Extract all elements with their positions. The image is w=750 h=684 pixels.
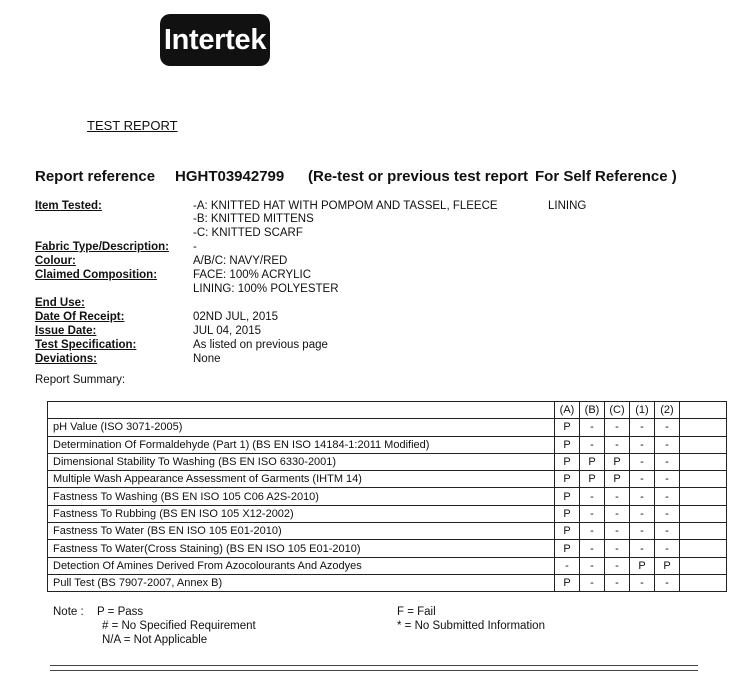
table-row — [48, 523, 727, 540]
empty-cell — [680, 557, 727, 574]
issue-date-label: Issue Date: — [35, 325, 97, 337]
test-name: Pull Test (BS 7907-2007, Annex B) — [48, 574, 555, 591]
result-b: - — [580, 436, 605, 453]
empty-cell — [680, 436, 727, 453]
result-2: - — [655, 505, 680, 522]
table-row — [48, 453, 727, 470]
result-b: - — [580, 557, 605, 574]
report-reference-label: Report reference — [35, 168, 156, 185]
empty-cell — [680, 453, 727, 470]
empty-cell — [680, 523, 727, 540]
item-tested-label: Item Tested: — [35, 200, 102, 212]
note-pass: P = Pass — [97, 606, 144, 618]
test-name: Determination Of Formaldehyde (Part 1) (BS EN ISO 14184-1:2011 Modified) — [48, 436, 555, 453]
result-a: P — [555, 505, 580, 522]
table-row — [48, 557, 727, 574]
table-row — [48, 574, 727, 591]
composition-lining: LINING: 100% POLYESTER — [193, 283, 339, 295]
table-row — [48, 419, 727, 436]
empty-cell — [680, 574, 727, 591]
table-row — [48, 488, 727, 505]
test-report-heading: TEST REPORT — [87, 118, 178, 133]
test-column-header — [48, 402, 555, 419]
table-row — [48, 436, 727, 453]
result-a: P — [555, 574, 580, 591]
test-name: Fastness To Washing (BS EN ISO 105 C06 A2S-2010) — [48, 488, 555, 505]
result-c: - — [605, 523, 630, 540]
retest-note: (Re-test or previous test report — [308, 168, 529, 185]
result-2: P — [655, 557, 680, 574]
test-name: Dimensional Stability To Washing (BS EN ISO 6330-2001) — [48, 453, 555, 470]
result-b: P — [580, 453, 605, 470]
note-fail: F = Fail — [397, 606, 436, 618]
colour-value: A/B/C: NAVY/RED — [193, 255, 288, 267]
date-of-receipt-value: 02ND JUL, 2015 — [193, 311, 279, 323]
result-2: - — [655, 453, 680, 470]
empty-cell — [680, 540, 727, 557]
result-2: - — [655, 436, 680, 453]
item-tested-line-a: -A: KNITTED HAT WITH POMPOM AND TASSEL, FLEECE — [193, 200, 498, 212]
note-no-requirement: # = No Specified Requirement — [102, 620, 256, 632]
test-name: Fastness To Rubbing (BS EN ISO 105 X12-2002) — [48, 505, 555, 522]
result-c: - — [605, 505, 630, 522]
table-row — [48, 471, 727, 488]
result-c: - — [605, 419, 630, 436]
report-reference-number: HGHT03942799 — [175, 168, 285, 185]
empty-cell — [680, 505, 727, 522]
result-c: - — [605, 574, 630, 591]
test-specification-label: Test Specification: — [35, 339, 137, 351]
empty-cell — [680, 471, 727, 488]
result-1: - — [630, 523, 655, 540]
end-use-label: End Use: — [35, 297, 85, 309]
footer-rule-top — [50, 665, 698, 666]
test-name: Fastness To Water(Cross Staining) (BS EN ISO 105 E01-2010) — [48, 540, 555, 557]
item-tested-line-c: -C: KNITTED SCARF — [193, 227, 303, 239]
composition-face: FACE: 100% ACRYLIC — [193, 269, 312, 281]
column-header-a: (A) — [555, 402, 580, 419]
result-2: - — [655, 540, 680, 557]
result-1: - — [630, 540, 655, 557]
result-a: P — [555, 540, 580, 557]
result-a: P — [555, 523, 580, 540]
date-of-receipt-label: Date Of Receipt: — [35, 311, 125, 323]
report-summary-label: Report Summary: — [35, 374, 126, 386]
column-header-2: (2) — [655, 402, 680, 419]
table-row — [48, 540, 727, 557]
test-name: Multiple Wash Appearance Assessment of Garments (IHTM 14) — [48, 471, 555, 488]
result-b: - — [580, 523, 605, 540]
claimed-composition-label: Claimed Composition: — [35, 269, 158, 281]
result-1: P — [630, 557, 655, 574]
result-1: - — [630, 471, 655, 488]
result-1: - — [630, 574, 655, 591]
column-header-c: (C) — [605, 402, 630, 419]
footer-rule-bottom — [50, 670, 698, 671]
deviations-value: None — [193, 353, 221, 365]
table-row — [48, 505, 727, 522]
fabric-type-label: Fabric Type/Description: — [35, 241, 169, 253]
result-b: - — [580, 505, 605, 522]
result-2: - — [655, 523, 680, 540]
empty-cell — [680, 488, 727, 505]
note-not-applicable: N/A = Not Applicable — [102, 634, 208, 646]
colour-label: Colour: — [35, 255, 76, 267]
result-a: P — [555, 471, 580, 488]
issue-date-value: JUL 04, 2015 — [193, 325, 261, 337]
result-1: - — [630, 505, 655, 522]
test-name: Fastness To Water (BS EN ISO 105 E01-2010) — [48, 523, 555, 540]
result-b: P — [580, 471, 605, 488]
result-2: - — [655, 471, 680, 488]
result-b: - — [580, 419, 605, 436]
item-tested-line-b: -B: KNITTED MITTENS — [193, 213, 314, 225]
result-c: - — [605, 436, 630, 453]
self-reference-note: For Self Reference ) — [535, 168, 677, 185]
result-b: - — [580, 488, 605, 505]
intertek-logo: Intertek — [160, 14, 270, 66]
result-a: P — [555, 488, 580, 505]
empty-cell — [680, 419, 727, 436]
result-c: P — [605, 453, 630, 470]
result-a: P — [555, 436, 580, 453]
result-a: P — [555, 419, 580, 436]
result-2: - — [655, 488, 680, 505]
note-prefix: Note : — [53, 606, 84, 618]
fabric-type-value: - — [193, 241, 197, 253]
empty-column-header — [680, 402, 727, 419]
deviations-label: Deviations: — [35, 353, 97, 365]
result-1: - — [630, 453, 655, 470]
results-table — [47, 401, 727, 592]
test-specification-value: As listed on previous page — [193, 339, 328, 351]
result-c: - — [605, 540, 630, 557]
item-tested-line-a-extra: LINING — [548, 200, 587, 212]
result-2: - — [655, 419, 680, 436]
column-header-1: (1) — [630, 402, 655, 419]
test-name: pH Value (ISO 3071-2005) — [48, 419, 555, 436]
result-c: - — [605, 488, 630, 505]
result-2: - — [655, 574, 680, 591]
result-1: - — [630, 419, 655, 436]
result-b: - — [580, 574, 605, 591]
result-1: - — [630, 436, 655, 453]
note-no-info: * = No Submitted Information — [397, 620, 545, 632]
result-1: - — [630, 488, 655, 505]
table-header-row — [48, 402, 727, 419]
column-header-b: (B) — [580, 402, 605, 419]
test-name: Detection Of Amines Derived From Azocolourants And Azodyes — [48, 557, 555, 574]
result-a: P — [555, 453, 580, 470]
result-b: - — [580, 540, 605, 557]
result-a: - — [555, 557, 580, 574]
result-c: P — [605, 471, 630, 488]
result-c: - — [605, 557, 630, 574]
